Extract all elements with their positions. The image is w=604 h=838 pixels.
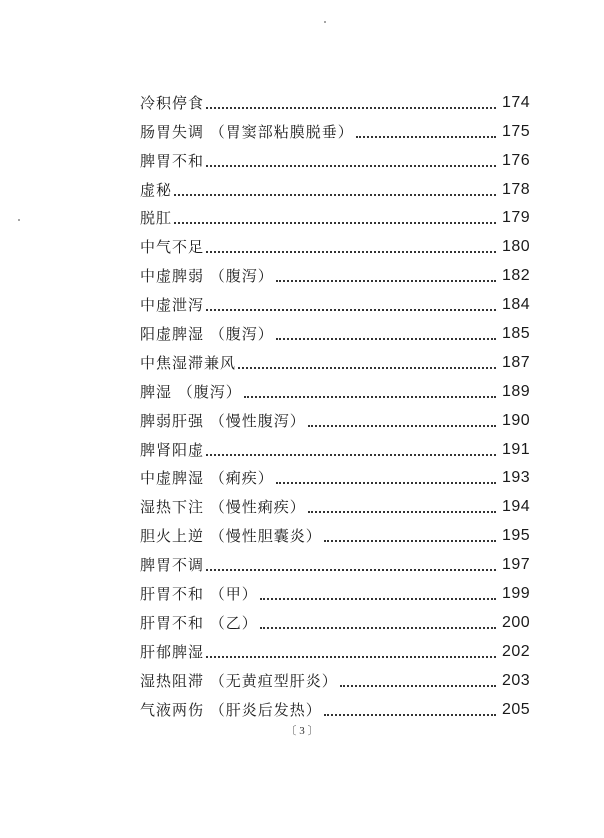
toc-entry-page: 194 xyxy=(502,498,531,516)
toc-entry-page: 174 xyxy=(502,93,531,111)
toc-entry-title: 肝胃不和 （甲） xyxy=(140,585,258,604)
toc-entry[interactable] xyxy=(140,373,540,402)
page-number: 〔 3 〕 xyxy=(285,725,319,737)
toc-entry-page: 191 xyxy=(502,440,531,458)
toc-entry-title: 中虚脾弱 （腹泻） xyxy=(140,267,274,286)
toc-entry-title: 脱肛 xyxy=(140,209,173,228)
toc-entry-title: 脾肾阳虚 xyxy=(140,440,205,459)
dot-leader xyxy=(206,569,496,571)
toc-entry-title: 气液两伤 （肝炎后发热） xyxy=(140,700,322,719)
dot-leader xyxy=(356,136,496,138)
toc-entry-page: 195 xyxy=(502,527,531,545)
dot-leader xyxy=(206,251,496,253)
dot-leader xyxy=(324,540,496,542)
toc-entry-page: 185 xyxy=(502,325,531,343)
toc-entry-title: 脾湿 （腹泻） xyxy=(140,382,242,401)
scan-speck xyxy=(324,21,326,23)
toc-entry-page: 190 xyxy=(502,411,531,429)
toc-entry-title: 中虚泄泻 xyxy=(140,296,205,315)
toc-entry-title: 湿热下注 （慢性痢疾） xyxy=(140,498,306,517)
dot-leader xyxy=(206,454,496,456)
toc-entry-page: 203 xyxy=(502,671,531,689)
toc-entry[interactable] xyxy=(140,691,540,720)
toc-entry[interactable] xyxy=(140,402,540,431)
toc-entry-page: 205 xyxy=(502,700,531,718)
toc-entry-page: 180 xyxy=(502,238,531,256)
dot-leader xyxy=(308,425,496,427)
toc-entry[interactable] xyxy=(140,575,540,604)
toc-entry-title: 肝郁脾湿 xyxy=(140,642,205,661)
toc-entry-page: 200 xyxy=(502,613,531,631)
toc-entry-page: 175 xyxy=(502,122,531,140)
toc-entry[interactable] xyxy=(140,431,540,460)
toc-entry-title: 肠胃失调 （胃窦部粘膜脱垂） xyxy=(140,122,354,141)
toc-entry[interactable] xyxy=(140,286,540,315)
dot-leader xyxy=(276,482,496,484)
toc-entry-page: 178 xyxy=(502,180,531,198)
toc-entry-title: 肝胃不和 （乙） xyxy=(140,613,258,632)
toc-entry[interactable] xyxy=(140,257,540,286)
dot-leader xyxy=(340,685,496,687)
toc-entry-page: 184 xyxy=(502,296,531,314)
toc-entry[interactable] xyxy=(140,604,540,633)
dot-leader xyxy=(206,309,496,311)
toc-entry-title: 脾弱肝强 （慢性腹泻） xyxy=(140,411,306,430)
dot-leader xyxy=(174,194,496,196)
toc-entry-title: 中气不足 xyxy=(140,238,205,257)
dot-leader xyxy=(324,714,496,716)
toc-entry-title: 湿热阻滞 （无黄疸型肝炎） xyxy=(140,671,338,690)
toc-entry[interactable] xyxy=(140,344,540,373)
dot-leader xyxy=(276,338,496,340)
toc-entry-page: 176 xyxy=(502,151,531,169)
toc-entry[interactable] xyxy=(140,460,540,489)
toc-entry-page: 202 xyxy=(502,642,531,660)
table-of-contents xyxy=(140,84,540,720)
toc-entry-page: 187 xyxy=(502,353,531,371)
dot-leader xyxy=(238,367,496,369)
toc-entry-page: 189 xyxy=(502,382,531,400)
toc-entry[interactable] xyxy=(140,546,540,575)
toc-entry-page: 182 xyxy=(502,267,531,285)
toc-entry-title: 中虚脾湿 （痢疾） xyxy=(140,469,274,488)
toc-entry[interactable] xyxy=(140,662,540,691)
toc-entry-page: 197 xyxy=(502,556,531,574)
toc-entry-title: 脾胃不和 xyxy=(140,151,205,170)
toc-entry-title: 脾胃不调 xyxy=(140,556,205,575)
dot-leader xyxy=(260,598,496,600)
toc-entry-title: 虚秘 xyxy=(140,180,173,199)
dot-leader xyxy=(206,107,496,109)
toc-entry[interactable] xyxy=(140,517,540,546)
dot-leader xyxy=(260,627,496,629)
toc-entry[interactable] xyxy=(140,633,540,662)
toc-entry[interactable] xyxy=(140,315,540,344)
toc-entry-title: 胆火上逆 （慢性胆囊炎） xyxy=(140,527,322,546)
toc-entry-page: 199 xyxy=(502,585,531,603)
dot-leader xyxy=(206,656,496,658)
toc-entry-title: 中焦湿滞兼风 xyxy=(140,353,237,372)
dot-leader xyxy=(206,165,496,167)
toc-entry[interactable] xyxy=(140,84,540,113)
toc-entry-page: 193 xyxy=(502,469,531,487)
toc-entry-title: 冷积停食 xyxy=(140,93,205,112)
dot-leader xyxy=(276,280,496,282)
toc-entry[interactable] xyxy=(140,113,540,142)
toc-entry-title: 阳虚脾湿 （腹泻） xyxy=(140,325,274,344)
toc-entry[interactable] xyxy=(140,200,540,229)
toc-entry[interactable] xyxy=(140,228,540,257)
dot-leader xyxy=(244,396,496,398)
toc-entry[interactable] xyxy=(140,142,540,171)
dot-leader xyxy=(174,222,496,224)
toc-entry[interactable] xyxy=(140,488,540,517)
toc-entry[interactable] xyxy=(140,171,540,200)
dot-leader xyxy=(308,511,496,513)
scan-speck xyxy=(18,219,20,221)
toc-entry-page: 179 xyxy=(502,209,531,227)
